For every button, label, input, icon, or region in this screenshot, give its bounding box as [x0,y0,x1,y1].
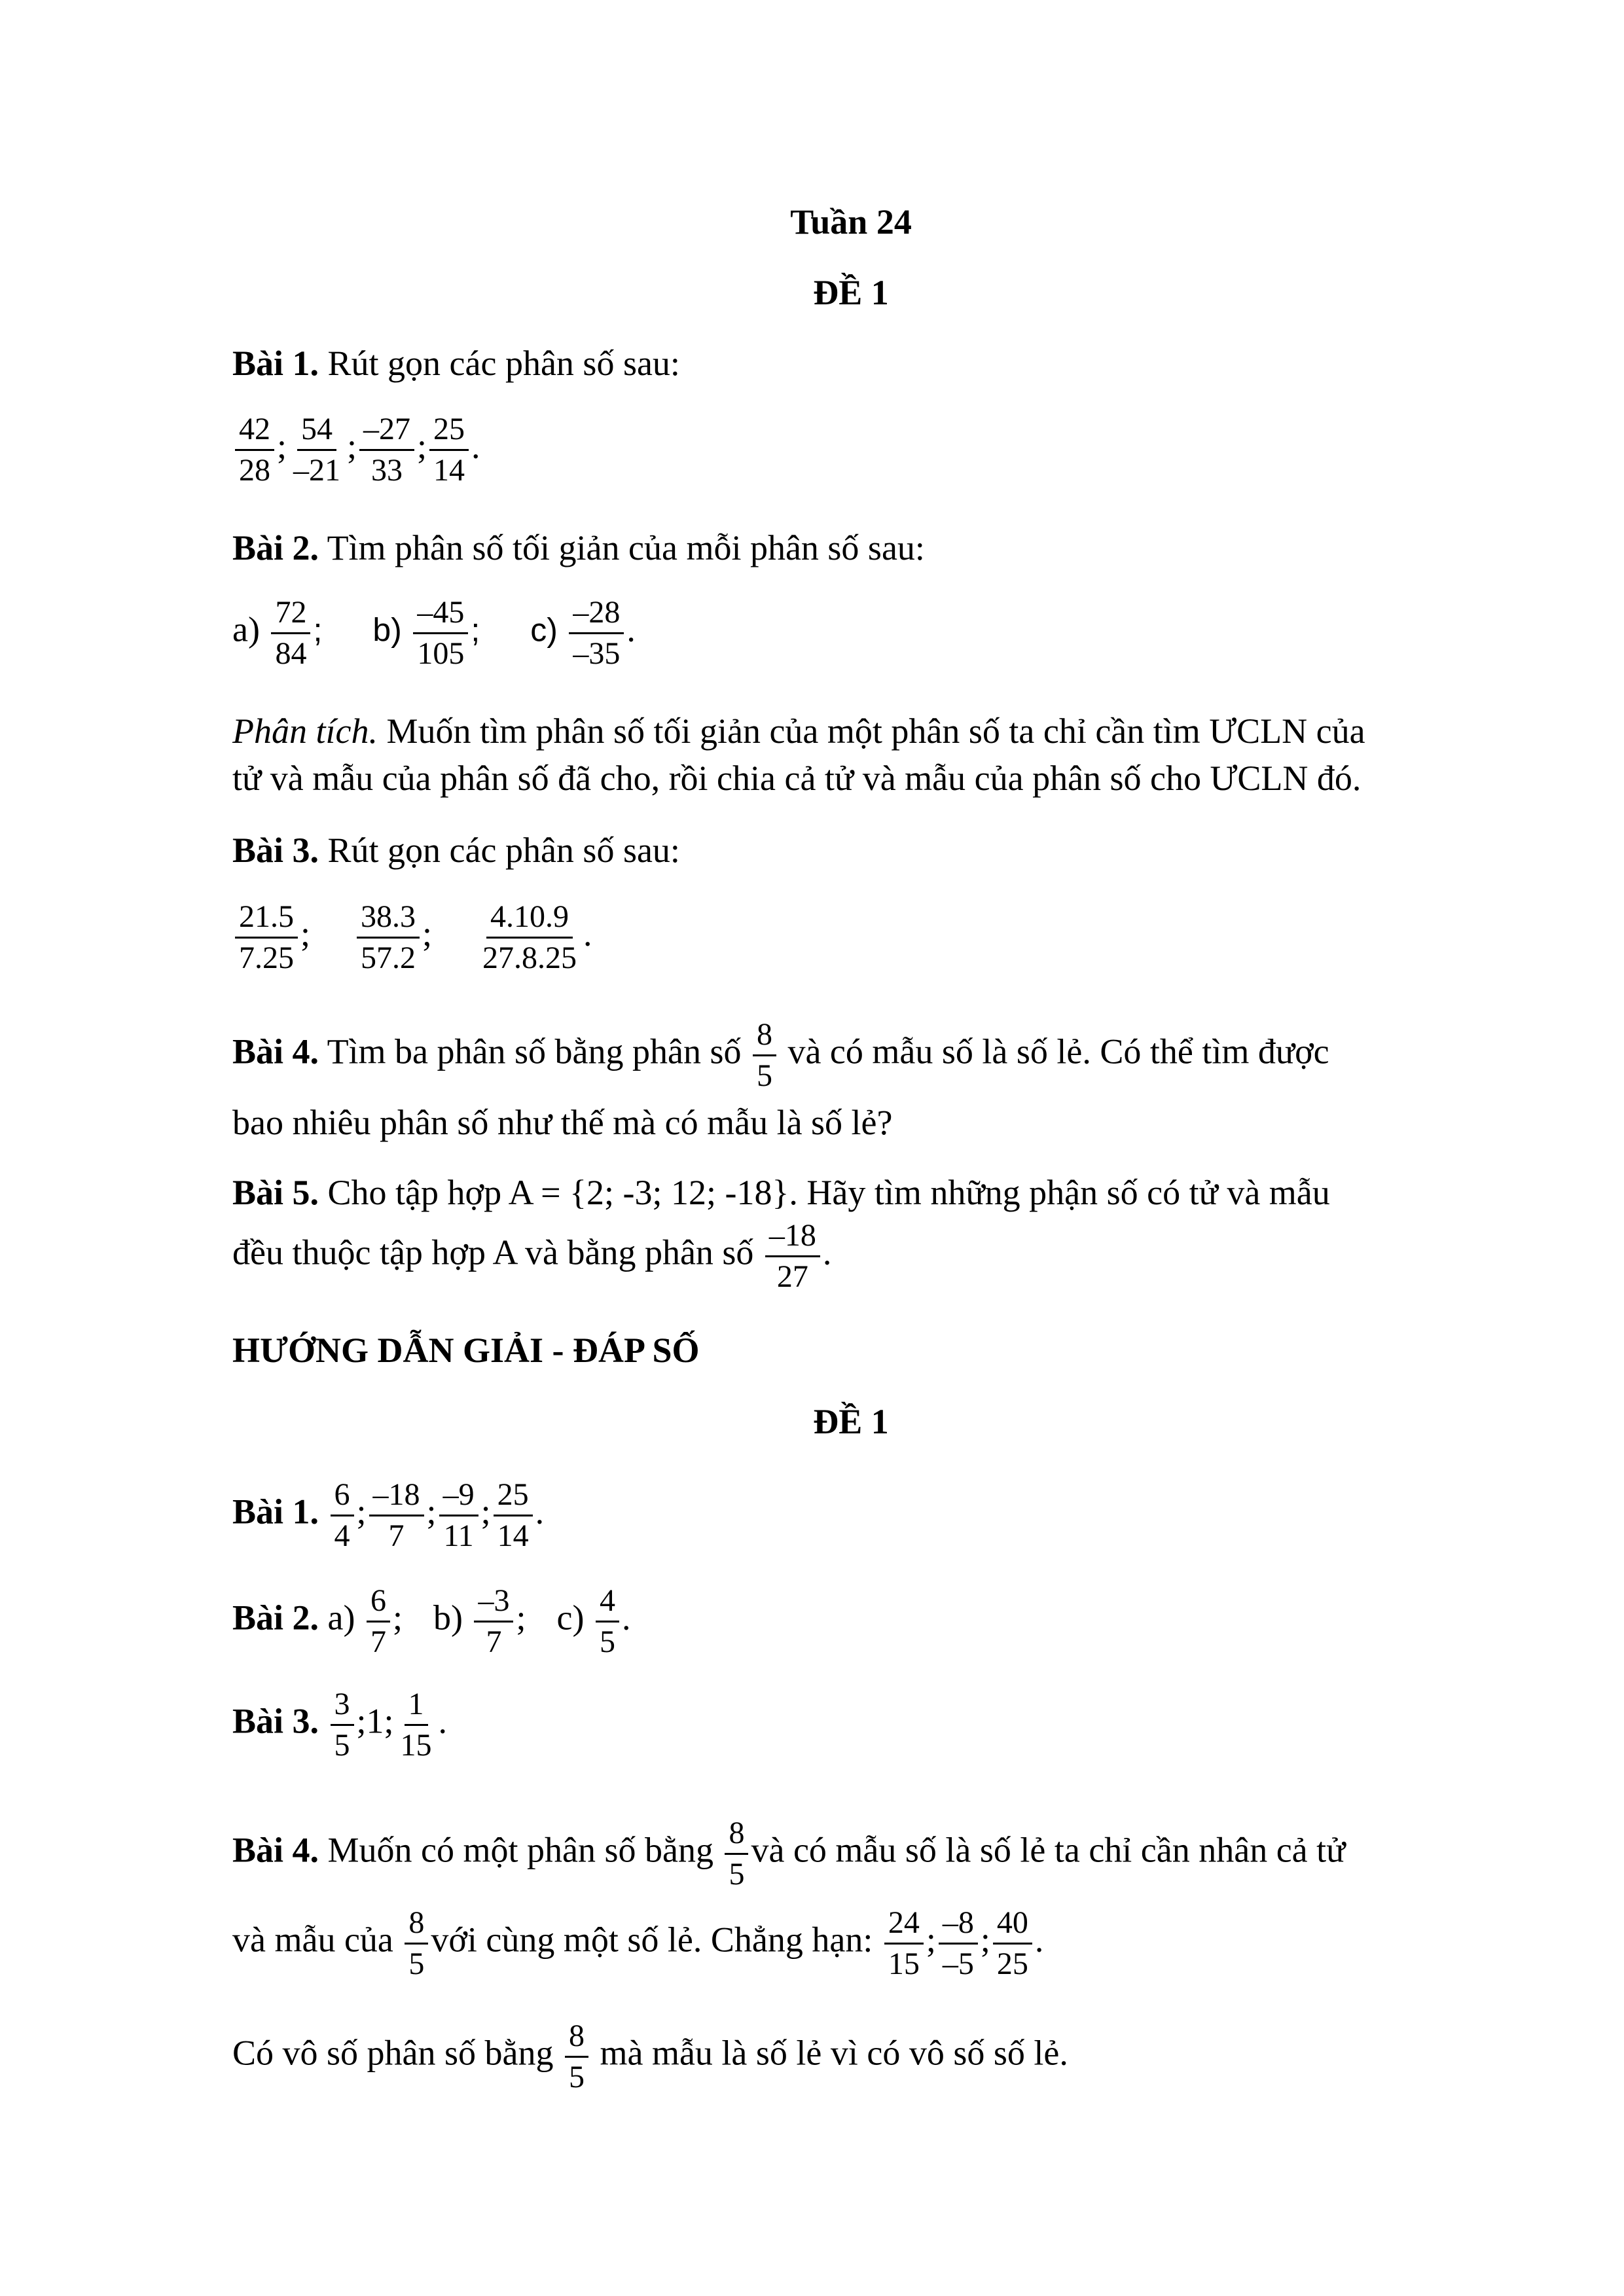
problem-1-text: Rút gọn các phân số sau: [327,344,680,383]
problem-1-fractions: $\frac{42}{28}$ ; $\frac{54}{-21}$ ; $\frac{-27}{33}$ ; $\frac{25}{14}$ . [232,412,480,488]
part-a-label: a) [232,609,260,649]
fraction: $\frac{72}{84}$ [271,596,310,671]
solution-4-line-1 [232,1816,1345,1892]
fraction: $\frac{-28}{-35}$ [569,596,624,671]
solution-3-label: Bài 3. [232,1701,319,1741]
separator: ;1; [356,1701,394,1741]
problem-2-label: Bài 2. [232,528,319,567]
fraction: $\frac{24}{15}$ [884,1906,924,1981]
fraction: $\frac{4}{5}$ [596,1584,619,1659]
solution-4-text-5: Có vô số phân số bằng [232,2033,554,2073]
problem-3-fractions: $\frac{21.5}{7.25}$ ; $\frac{38.3}{57.2}$ ; $\frac{4.10.9}{27.8.25}$ . [232,900,592,975]
solution-4-text-1: Muốn có một phân số bằng [327,1830,713,1870]
solution-4-text-6: mà mẫu là số lẻ vì có vô số số lẻ. [600,2033,1068,2073]
solution-4-text-4: với cùng một số lẻ. Chẳng hạn: [431,1920,873,1960]
problem-5-label: Bài 5. [232,1173,319,1212]
fraction: $\frac{-18}{27}$ [765,1219,820,1294]
problem-1-label: Bài 1. [232,344,319,383]
solution-4-label: Bài 4. [232,1830,319,1870]
fraction: $\frac{8}{5}$ [753,1018,776,1093]
part-a-label: a) [327,1598,355,1638]
part-b-label: b) [372,611,402,649]
solution-4-line-2: và mẫu của $\frac{8}{5}$ với cùng một số lẻ. Chẳng hạn: $\frac{24}{15}$ ; $\frac{-8}{-5}$ ; $\frac{40}{25}$ . [232,1905,1044,1981]
part-b-label: b) [433,1598,463,1638]
solution-2-label: Bài 2. [232,1598,319,1638]
fraction: $\frac{6}{7}$ [367,1584,390,1659]
problem-4 [232,1018,1329,1093]
solution-4-line-3 [232,2019,1068,2094]
problem-4-line-2: bao nhiêu phân số như thế mà có mẫu là số lẻ? [232,1103,893,1142]
fraction: $\frac{6}{4}$ [331,1478,354,1553]
fraction: $\frac{21.5}{7.25}$ [235,900,298,975]
analysis-line-2: tử và mẫu của phân số đã cho, rồi chia cả tử và mẫu của phân số cho ƯCLN đó. [232,759,1362,798]
fraction: $\frac{-18}{7}$ [369,1478,424,1553]
fraction: $\frac{3}{5}$ [331,1687,354,1763]
solution-1-label: Bài 1. [232,1492,319,1532]
fraction: $\frac{25}{14}$ [494,1478,533,1553]
problem-5-line-2: đều thuộc tập hợp A và bằng phân số $\frac{-18}{27}$ . [232,1218,832,1294]
problem-5-text-2: đều thuộc tập hợp A và bằng phân số [232,1232,754,1272]
problem-2 [232,530,925,565]
fraction: $\frac{4.10.9}{27.8.25}$ [482,899,577,975]
fraction: $\frac{-45}{105}$ [413,596,468,671]
problem-4-text-2: và có mẫu số là số lẻ. Có thể tìm được [787,1031,1329,1071]
analysis-label: Phân tích. [232,711,378,751]
solution-1: Bài 1. $\frac{6}{4}$ ; $\frac{-18}{7}$ ; $\frac{-9}{11}$ ; $\frac{25}{14}$ . [232,1477,545,1553]
fraction: $\frac{-27}{33}$ [359,412,414,488]
problem-5-text-1: Cho tập hợp A = {2; -3; 12; -18}. Hãy tìm những phận số có tử và mẫu [327,1173,1330,1212]
problem-2-fractions: a) $\frac{72}{84}$ ; b) $\frac{-45}{105}$ ; c) $\frac{-28}{-35}$ . [232,595,636,671]
exam-title: ĐỀ 1 [813,273,889,312]
solution-2: Bài 2. a) $\frac{6}{7}$ ; b) $\frac{-3}{7}$ ; c) $\frac{4}{5}$ . [232,1583,631,1659]
fraction: $\frac{1}{15}$ [400,1687,432,1763]
week-title: Tuần 24 [790,202,912,242]
solutions-heading: HƯỚNG DẪN GIẢI - ĐÁP SỐ [232,1331,700,1370]
fraction: $\frac{54}{-21}$ [293,412,341,488]
fraction: $\frac{8}{5}$ [565,2019,588,2094]
solutions-exam-title: ĐỀ 1 [813,1402,889,1441]
fraction: $\frac{-9}{11}$ [439,1478,478,1553]
fraction: $\frac{40}{25}$ [993,1906,1032,1981]
solution-4-text-3: và mẫu của [232,1920,393,1960]
problem-1 [232,346,680,381]
solution-4-text-2: và có mẫu số là số lẻ ta chỉ cần nhân cả tử [751,1830,1346,1870]
analysis-text-1: Muốn tìm phân số tối giản của một phân số ta chỉ cần tìm ƯCLN của [386,711,1365,751]
fraction: $\frac{25}{14}$ [429,412,469,488]
fraction: $\frac{8}{5}$ [405,1906,428,1981]
fraction: $\frac{38.3}{57.2}$ [357,900,420,975]
problem-2-text: Tìm phân số tối giản của mỗi phân số sau: [327,528,925,567]
solution-3: Bài 3. $\frac{3}{5}$ ;1; $\frac{1}{15}$ . [232,1687,448,1763]
problem-4-label: Bài 4. [232,1031,319,1071]
part-c-label: c) [530,611,558,649]
fraction: $\frac{8}{5}$ [725,1816,748,1892]
problem-5 [232,1175,1330,1210]
fraction: $\frac{42}{28}$ [235,412,274,488]
problem-3-label: Bài 3. [232,831,319,870]
fraction: $\frac{-8}{-5}$ [939,1906,978,1981]
problem-3-text: Rút gọn các phân số sau: [327,831,680,870]
analysis-line-1 [232,713,1365,749]
problem-3 [232,833,680,868]
fraction: $\frac{-3}{7}$ [474,1584,513,1659]
part-c-label: c) [556,1598,585,1638]
problem-4-text-1: Tìm ba phân số bằng phân số [327,1031,742,1071]
